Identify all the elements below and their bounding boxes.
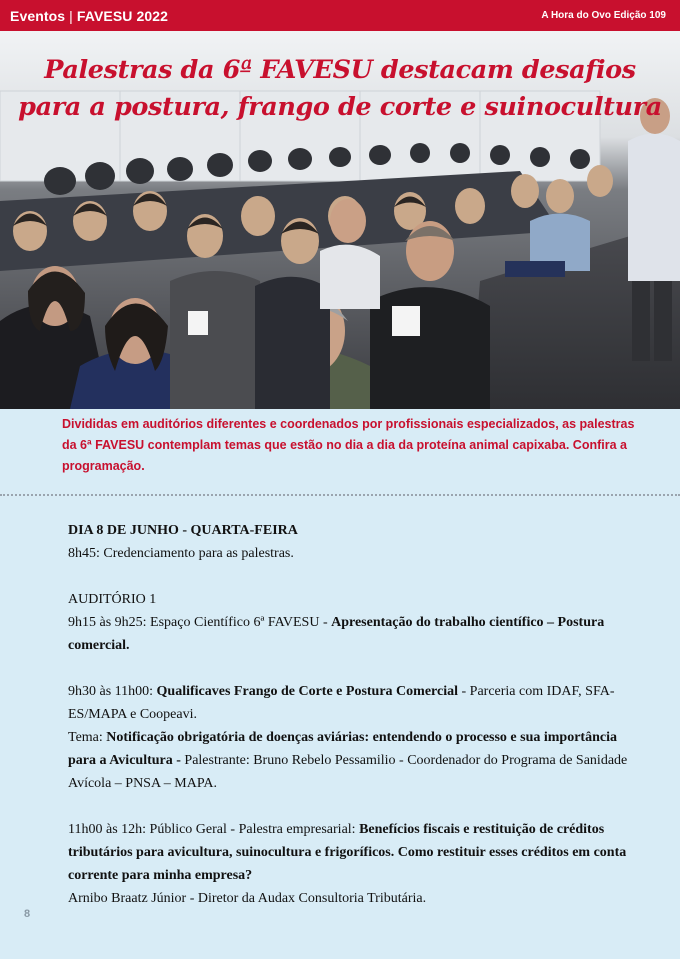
schedule-item-2-theme <box>68 726 628 795</box>
item2-theme: Notificação obrigatória de doenças aviárias: entendendo o processo e sua importância para a Avicultura - <box>68 730 617 768</box>
item3-speaker: Arnibo Braatz Júnior - Diretor da Audax Consultoria Tributária. <box>68 891 427 906</box>
section-name: Eventos <box>10 7 66 24</box>
headline-line-2: para a postura, frango de corte e suinocultura <box>18 92 662 122</box>
section-label <box>10 8 168 24</box>
item2-title: Qualificaves Frango de Corte e Postura Comercial <box>156 684 458 699</box>
edition-label: A Hora do Ovo Edição 109 <box>541 10 666 21</box>
item2-time: 9h30 às 11h00: <box>68 684 157 699</box>
item2-theme-label: Tema: <box>68 730 107 745</box>
item1-title: Apresentação do trabalho científico – Postura comercial. <box>68 615 605 653</box>
item3-title: Benefícios fiscais e restituição de créditos tributários para avicultura, suinocultura e frigoríficos. Como restituir esses créditos em conta corrente para minha empresa? <box>68 822 627 883</box>
item2-speaker: Palestrante: Bruno Rebelo Pessamilio - Coordenador do Programa de Sanidade Avícola – PNSA – MAPA. <box>68 753 628 791</box>
headline <box>0 52 680 126</box>
event-name: FAVESU 2022 <box>76 7 169 24</box>
item2-partners: - Parceria com IDAF, SFA-ES/MAPA e Coopeavi. <box>68 684 615 722</box>
day-heading: DIA 8 DE JUNHO - QUARTA-FEIRA <box>68 523 298 538</box>
schedule <box>68 519 628 910</box>
schedule-item-3 <box>68 818 628 887</box>
auditorium-heading: AUDITÓRIO 1 <box>68 592 157 607</box>
page-number: 8 <box>24 908 31 920</box>
lead-paragraph: Divididas em auditórios diferentes e coordenados por profissionais especializados, as palestras da 6ª FAVESU contemplam temas que estão no dia a dia da proteína animal capixaba. Confira a programação. <box>62 417 635 473</box>
section-separator: | <box>69 7 73 24</box>
item1-prefix: 9h15 às 9h25: Espaço Científico 6ª FAVESU - <box>68 615 332 630</box>
schedule-item-2 <box>68 680 628 726</box>
headline-line-1: Palestras da 6ª FAVESU destacam desafios <box>44 55 636 85</box>
header-bar <box>0 0 680 31</box>
schedule-item-1 <box>68 611 628 657</box>
item3-prefix: 11h00 às 12h: Público Geral - Palestra empresarial: <box>68 822 360 837</box>
dotted-divider <box>0 494 680 496</box>
credentialing-line: 8h45: Credenciamento para as palestras. <box>68 546 294 561</box>
